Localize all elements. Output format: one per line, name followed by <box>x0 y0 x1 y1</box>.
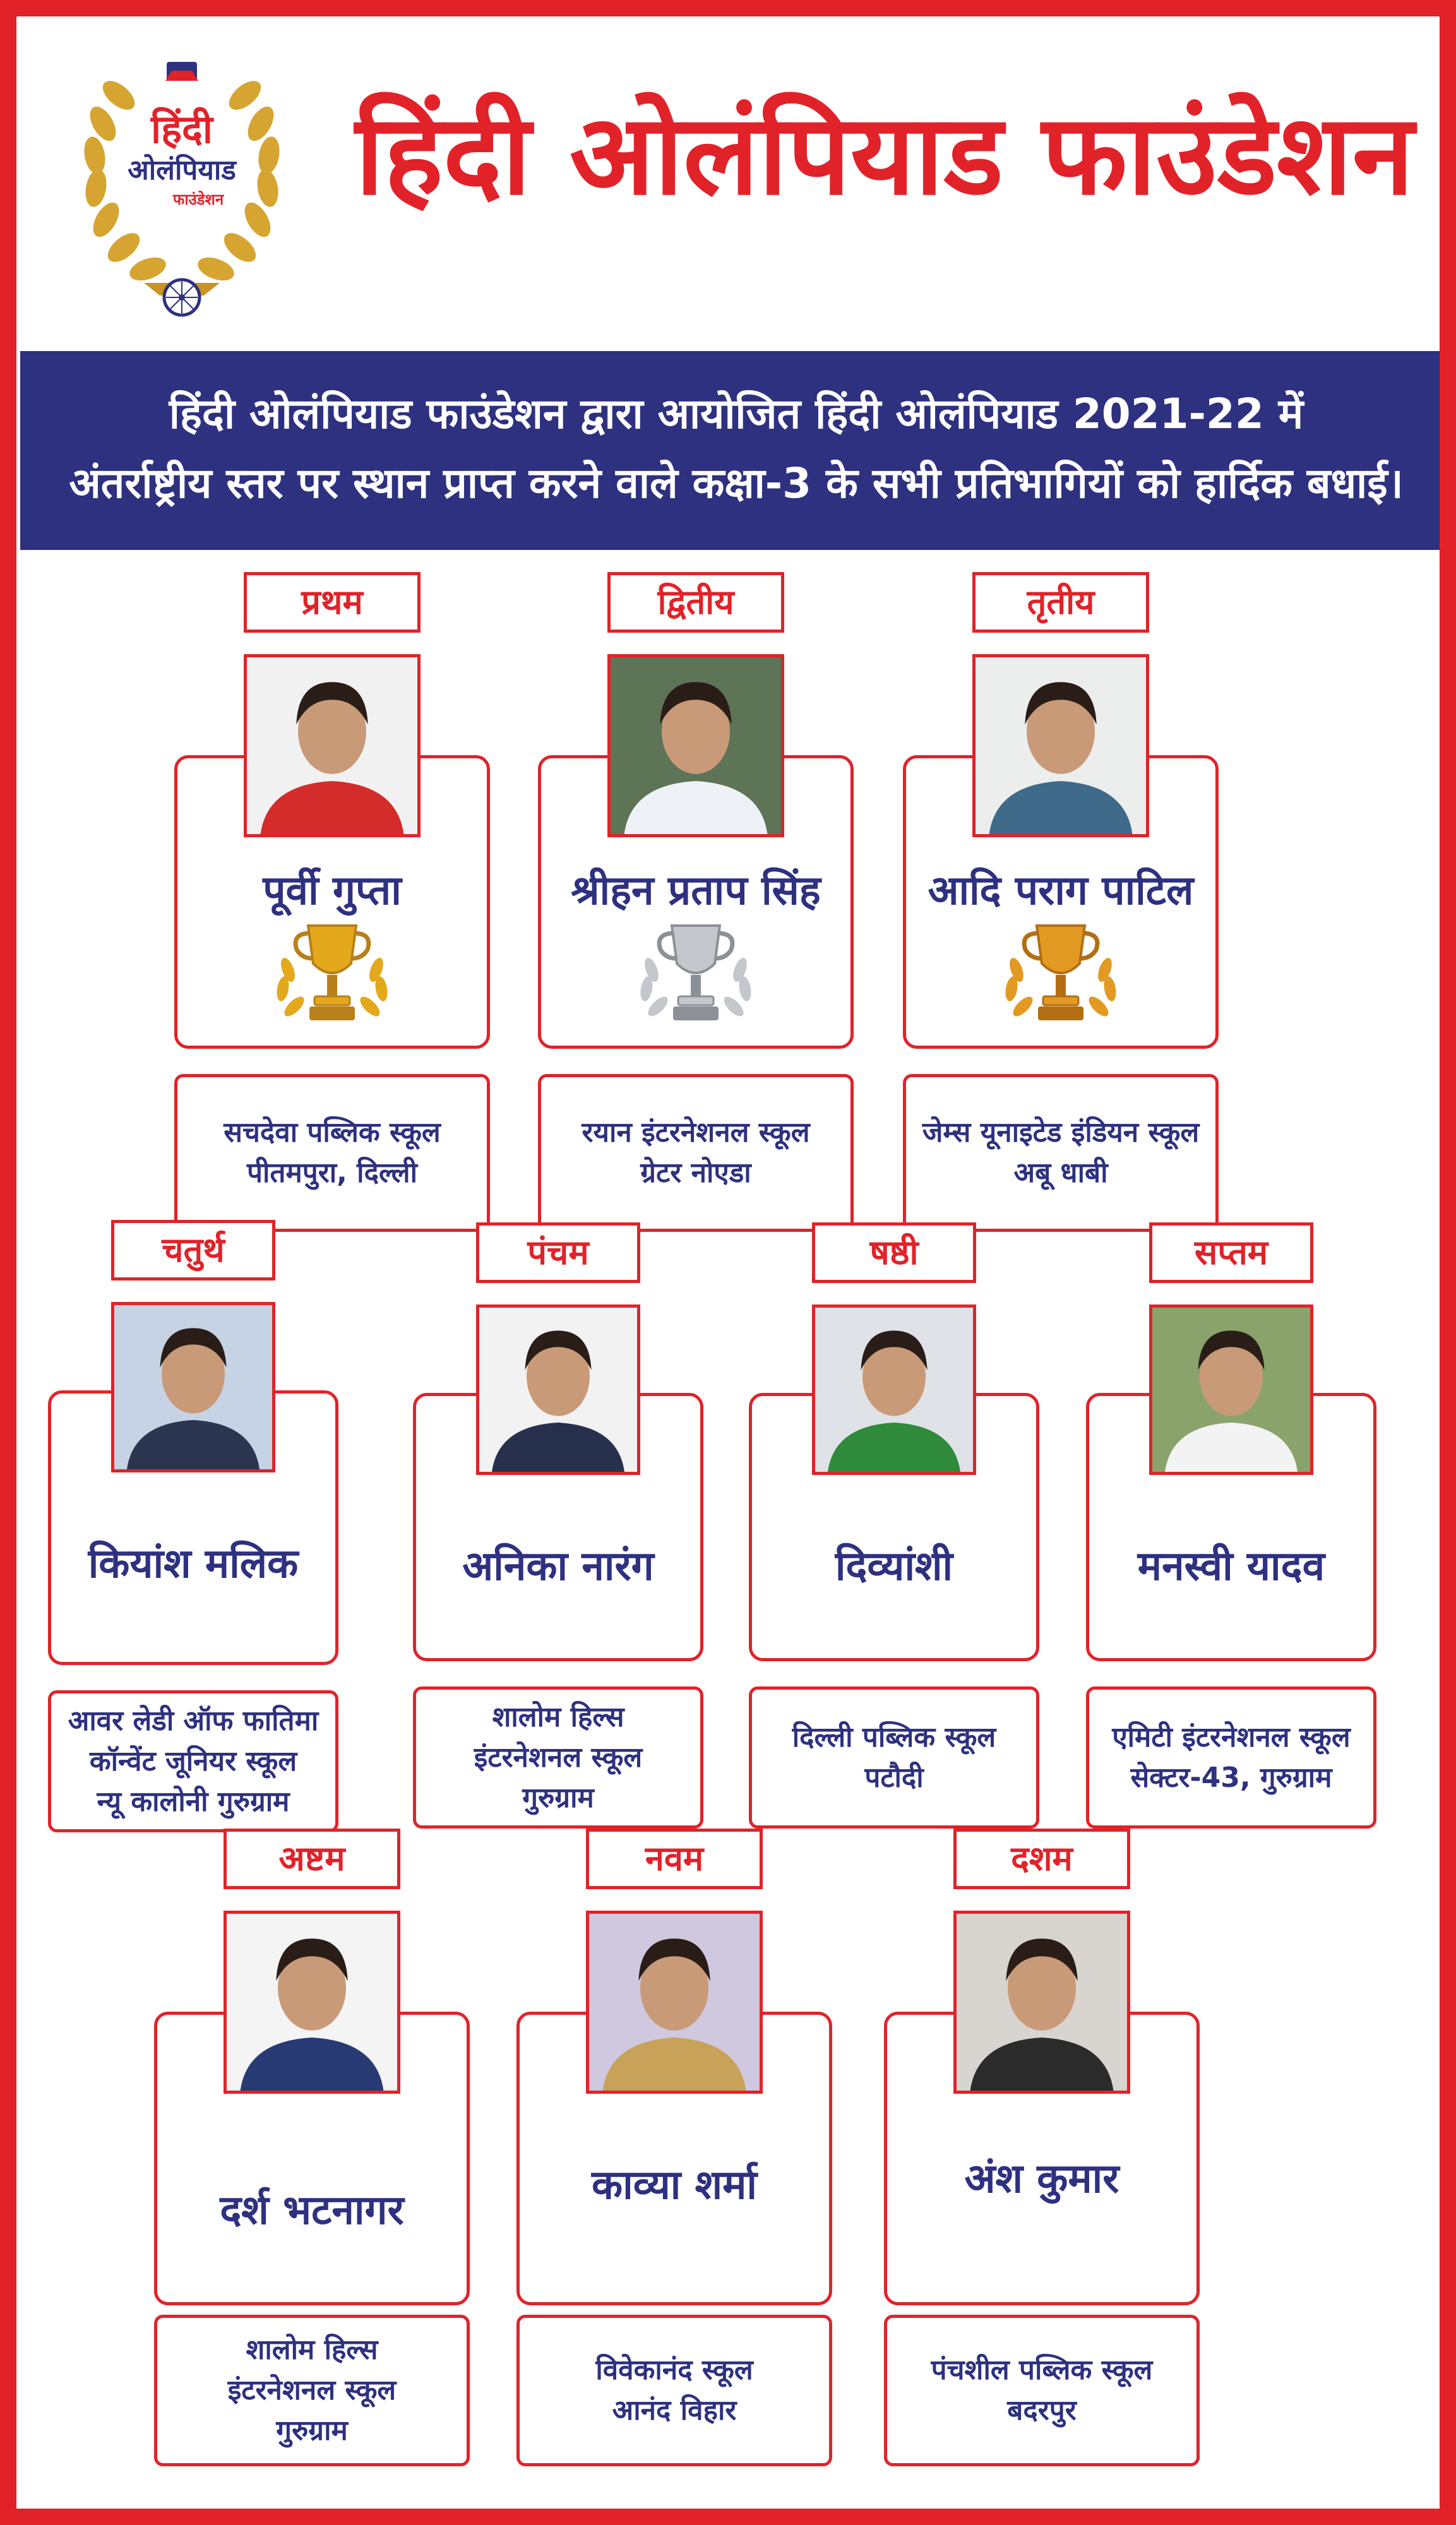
school-line: रयान इंटरनेशनल स्कूल <box>582 1116 810 1149</box>
school-line: जेम्स यूनाइटेड इंडियन स्कूल <box>922 1116 1200 1149</box>
student-photo <box>972 654 1149 837</box>
student-name: अनिका नारंग <box>462 1543 654 1590</box>
congratulations-banner <box>20 351 1452 550</box>
student-name: श्रीहन प्रताप सिंह <box>571 868 821 914</box>
student-name: दर्श भटनागर <box>220 2187 404 2234</box>
school-line: गुरुग्राम <box>522 1781 594 1814</box>
foundation-logo <box>49 35 314 326</box>
school-line: पीतमपुरा, दिल्ली <box>246 1157 418 1189</box>
student-photo <box>586 1911 763 2094</box>
rank-label: चतुर्थ <box>111 1220 275 1280</box>
school-card <box>154 2315 470 2466</box>
rank-label: पंचम <box>476 1222 640 1283</box>
school-line: अबू धाबी <box>1013 1157 1108 1189</box>
banner-line-1: हिंदी ओलंपियाड फाउंडेशन द्वारा आयोजित हिंदी ओलंपियाड 2021-22 में <box>169 390 1304 438</box>
rank-label: तृतीय <box>972 572 1149 633</box>
school-line: शालोम हिल्स <box>246 2334 378 2366</box>
rank-label: नवम <box>586 1829 763 1889</box>
school-line: ग्रेटर नोएडा <box>640 1157 751 1189</box>
silver-trophy-icon <box>633 919 759 1029</box>
rank-label: दशम <box>953 1829 1130 1889</box>
student-name: पूर्वी गुप्ता <box>263 868 402 914</box>
logo-text-hindi: हिंदी <box>151 106 213 152</box>
school-line: एमिटी इंटरनेशनल स्कूल <box>1112 1721 1351 1753</box>
rank-label: सप्तम <box>1149 1222 1313 1283</box>
student-photo <box>476 1304 640 1475</box>
school-line: दिल्ली पब्लिक स्कूल <box>792 1721 996 1753</box>
school-line: आनंद विहार <box>612 2394 737 2427</box>
student-photo <box>111 1302 275 1472</box>
rank-label: अष्टम <box>224 1829 400 1889</box>
student-name: कियांश मलिक <box>88 1541 299 1587</box>
school-line: गुरुग्राम <box>276 2415 348 2447</box>
school-line: कॉन्वेंट जूनियर स्कूल <box>89 1745 297 1777</box>
rank-label: प्रथम <box>244 572 421 633</box>
school-line: पंचशील पब्लिक स्कूल <box>931 2354 1153 2386</box>
student-photo <box>1149 1304 1313 1475</box>
logo-text-foundation: फाउंडेशन <box>172 191 224 208</box>
banner-line-2: अंतर्राष्ट्रीय स्तर पर स्थान प्राप्त करने वाले कक्षा-3 के सभी प्रतिभागियों को हार्दिक बधाई। <box>69 459 1404 508</box>
bronze-trophy-icon <box>998 919 1124 1029</box>
student-name: मनस्वी यादव <box>1137 1543 1325 1590</box>
school-line: विवेकानंद स्कूल <box>595 2354 753 2386</box>
school-line: बदरपुर <box>1007 2394 1077 2427</box>
logo-text-olympiad: ओलंपियाड <box>128 154 236 186</box>
school-card <box>884 2315 1200 2466</box>
student-photo <box>812 1304 976 1475</box>
school-card <box>749 1686 1039 1829</box>
student-name: आदि पराग पाटिल <box>928 868 1194 914</box>
school-card <box>516 2315 832 2466</box>
student-photo <box>224 1911 400 2094</box>
school-line: सचदेवा पब्लिक स्कूल <box>224 1116 441 1149</box>
school-line: पटौदी <box>864 1761 924 1794</box>
student-photo <box>244 654 421 837</box>
school-line: सेक्टर-43, गुरुग्राम <box>1130 1761 1332 1794</box>
school-card <box>1086 1686 1376 1829</box>
school-line: इंटरनेशनल स्कूल <box>227 2374 397 2406</box>
gold-trophy-icon <box>269 919 395 1029</box>
school-card <box>48 1690 338 1832</box>
school-card <box>413 1686 703 1829</box>
page-title: हिंदी ओलंपियाड फाउंडेशन <box>355 90 1414 220</box>
school-line: इंटरनेशनल स्कूल <box>474 1741 643 1774</box>
school-line: आवर लेडी ऑफ फातिमा <box>68 1704 319 1737</box>
student-name: दिव्यांशी <box>835 1543 953 1590</box>
school-card <box>174 1074 490 1232</box>
student-name: काव्या शर्मा <box>592 2162 757 2209</box>
school-card <box>903 1074 1219 1232</box>
student-name: अंश कुमार <box>964 2156 1119 2202</box>
school-card <box>538 1074 854 1232</box>
school-line: शालोम हिल्स <box>492 1700 624 1733</box>
student-photo <box>953 1911 1130 2094</box>
student-photo <box>607 654 784 837</box>
school-line: न्यू कालोनी गुरुग्राम <box>97 1785 290 1818</box>
rank-label: द्वितीय <box>607 572 784 633</box>
rank-label: षष्ठी <box>812 1222 976 1283</box>
